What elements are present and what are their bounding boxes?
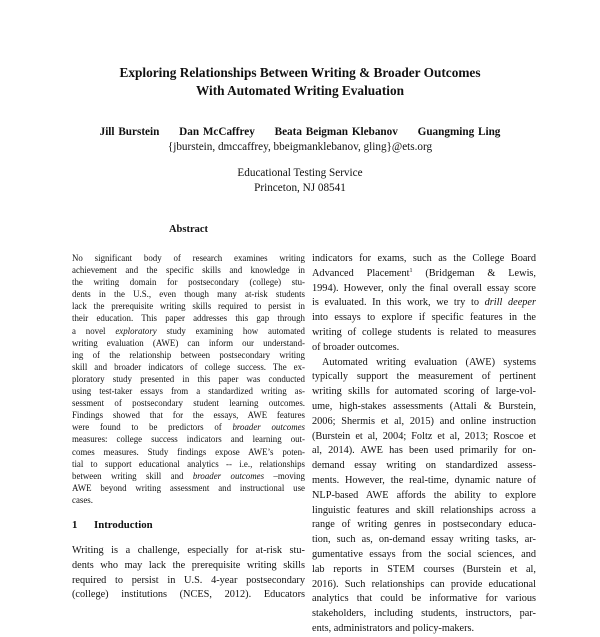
- abstract-line: using test-taker essays from a standardized writing as-: [72, 386, 305, 397]
- title-line-1: Exploring Relationships Between Writing & Broader Outcomes: [119, 65, 481, 80]
- intro-line: (college) institutions (NCES, 2012). Educators: [72, 589, 305, 601]
- abstract-line: comes measures. Study findings expose AWE’s poten-: [72, 446, 305, 457]
- author-names: [0, 125, 600, 140]
- paper-title: [0, 64, 600, 100]
- title-line-2: With Automated Writing Evaluation: [196, 83, 404, 98]
- author-emails: {jburstein, dmccaffrey, bbeigmanklebanov, gling}@ets.org: [167, 141, 433, 153]
- abstract-line: ing of the relationship between postsecondary writing: [72, 349, 305, 360]
- abstract-heading: Abstract: [168, 224, 209, 235]
- abstract-line: a novel exploratory study examining how automated: [72, 325, 305, 336]
- section-heading: [72, 519, 305, 531]
- body-text: is evaluated. In this work, we try to: [312, 297, 485, 309]
- body-line: indicators for exams, such as the College Board: [312, 253, 536, 264]
- abstract-line: writing evaluation (AWE) can inform our understand-: [72, 337, 305, 348]
- intro-body: [72, 544, 305, 603]
- body-line: ume, high-stakes assessments (Attali & Burstein,: [312, 400, 536, 412]
- body-line: ments. However, the real-time, dynamic nature of: [312, 474, 536, 486]
- italic-phrase: drill deeper: [484, 297, 536, 309]
- body-line: NLP-based AWE affords the ability to explore: [312, 489, 536, 501]
- abstract-line: AWE beyond writing assessment and instructional use: [72, 482, 305, 493]
- body-line: (Burstein et al, 2004; Foltz et al, 2013; Roscoe et: [312, 430, 536, 442]
- body-line: typically support the measurement of pertinent: [312, 371, 536, 383]
- intro-line: required to persist in U.S. 4-year postsecondary: [72, 574, 305, 586]
- abstract-line: ploratory study presented in this paper was conducted: [72, 373, 305, 384]
- author-name: Beata Beigman Klebanov: [274, 126, 398, 138]
- abstract-line: achievement and the specific skills and knowledge in: [72, 265, 305, 276]
- body-text: (Bridgeman & Lewis,: [412, 267, 536, 279]
- abstract-line: the writing domain for postsecondary (college) stu-: [72, 277, 305, 288]
- abstract-line: cases.: [72, 494, 93, 505]
- body-line: gumentative essays from the social sciences, and: [312, 548, 536, 560]
- body-line: [312, 267, 536, 282]
- body-line: writing of college students is related to measures: [312, 326, 536, 338]
- abstract-line: dents in the U.S., even though many at-risk students: [72, 289, 305, 300]
- author-name: Jill Burstein: [99, 126, 160, 138]
- institution: Educational Testing Service: [237, 167, 363, 179]
- body-line: linguistic features and skill relationships across a: [312, 504, 536, 516]
- abstract-line: lack the prerequisite writing skills required to persist in: [72, 301, 305, 312]
- body-line: lab reports in STEM courses (Burstein et al,: [312, 563, 536, 575]
- body-line: Automated writing evaluation (AWE) systems: [322, 356, 536, 368]
- body-line: [312, 296, 536, 311]
- abstract-line: measures: college success indicators and learning out-: [72, 434, 305, 445]
- section-title: Introduction: [94, 519, 153, 531]
- body-line: al, 2014). AWE has been used primarily for on-: [312, 445, 536, 457]
- italic-phrase: exploratory: [115, 325, 157, 336]
- body-text: Advanced Placement: [312, 267, 410, 279]
- footnote-mark: 1: [409, 267, 413, 274]
- abstract-line: No significant body of research examines writing: [72, 253, 305, 263]
- abstract-line: sessment of postsecondary student learning outcomes.: [72, 398, 305, 409]
- body-line: 2006; Shermis et al, 2015) and online instruction: [312, 415, 536, 427]
- author-block: [0, 125, 600, 155]
- body-line: range of writing genres in postsecondary educa-: [312, 519, 536, 531]
- italic-phrase: broader outcomes: [232, 422, 305, 433]
- body-line: of broader outcomes.: [312, 341, 400, 353]
- abstract-line: Findings showed that for the essays, AWE features: [72, 410, 305, 421]
- abstract-line: skill and broader indicators of college success. The ex-: [72, 361, 305, 372]
- abstract-body: [72, 252, 305, 506]
- italic-phrase: broader outcomes: [192, 470, 265, 481]
- body-line: demand essay writing on standardized assess-: [312, 460, 536, 472]
- intro-line: Writing is a challenge, especially for at-risk stu-: [72, 545, 305, 556]
- body-line: into essays to explore if specific features in the: [312, 312, 536, 324]
- abstract-line: their education. This paper addresses this gap through: [72, 313, 305, 324]
- author-name: Dan McCaffrey: [179, 126, 255, 138]
- body-line: analytics that could be informative for various: [312, 593, 536, 605]
- author-name: Guangming Ling: [417, 126, 501, 138]
- intro-line: dents who may lack the prerequisite writing skills: [72, 559, 305, 571]
- affiliation: [0, 166, 600, 196]
- right-column: [312, 252, 536, 637]
- body-line: writing skills for automated scoring of large-vol-: [312, 386, 536, 398]
- body-line: stakeholders, including students, instructors, par-: [312, 608, 536, 620]
- abstract-line: tial to support educational analytics -- i.e., relationships: [72, 458, 305, 469]
- body-line: 1994). However, only the final overall essay score: [312, 282, 536, 294]
- body-line: tion, such as, on-demand essay writing tasks, ar-: [312, 534, 536, 546]
- location: Princeton, NJ 08541: [254, 182, 346, 194]
- section-number: 1: [72, 519, 78, 531]
- abstract-line: were found to be predictors of broader outcomes: [72, 422, 305, 433]
- body-line: 2016). Such relationships can provide educational: [312, 578, 536, 590]
- body-line: ents, administrators and policy-makers.: [312, 622, 475, 634]
- abstract-line: between writing skill and broader outcomes –moving: [72, 470, 305, 481]
